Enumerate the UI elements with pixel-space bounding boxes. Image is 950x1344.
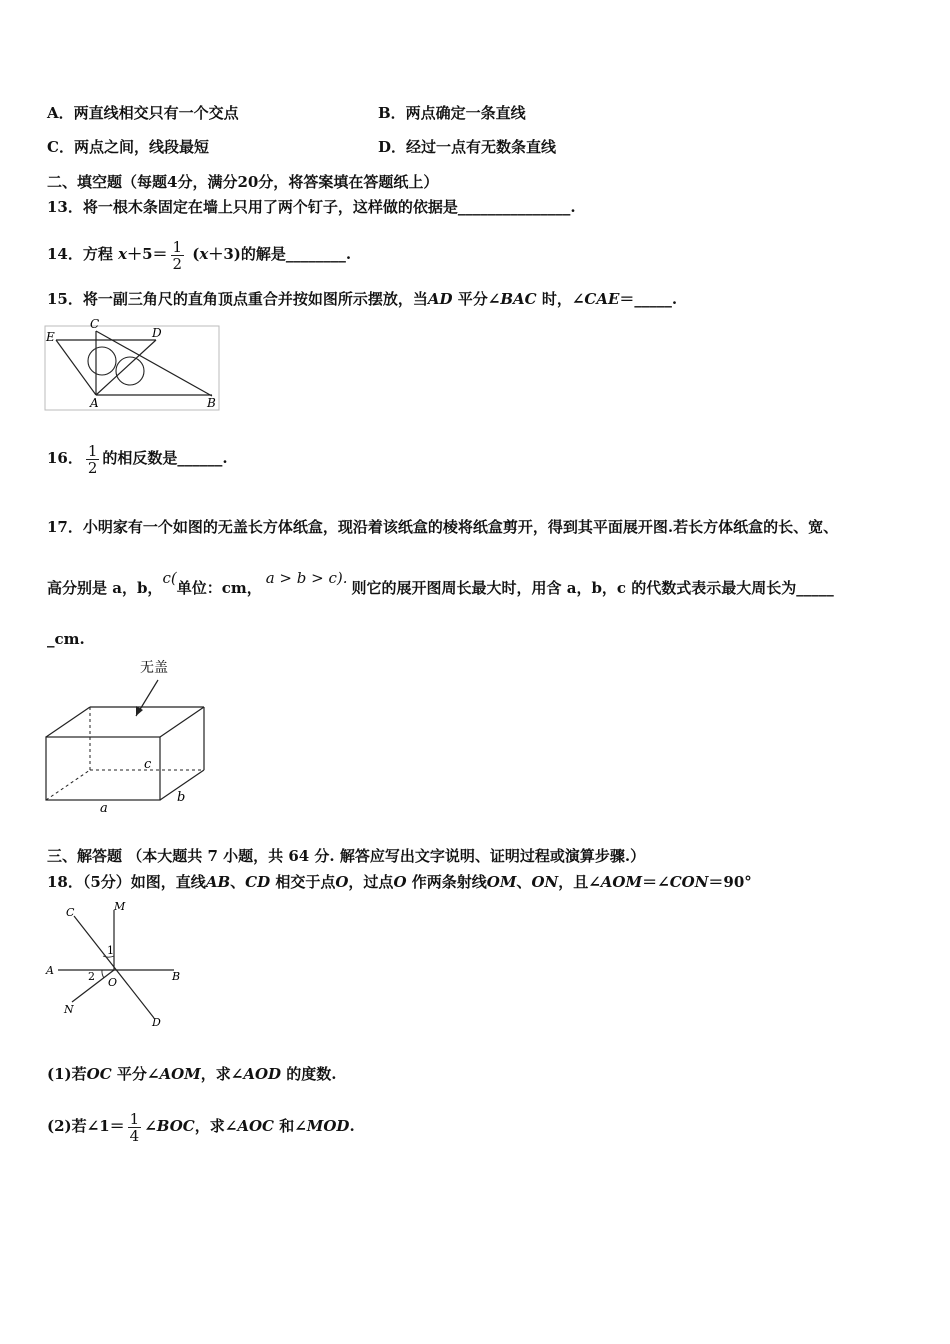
q18-p2-frac-den: 4 [129, 1126, 140, 1145]
q18-mid5: ＝∠ [642, 873, 670, 891]
question-17-line3: _cm. [47, 630, 85, 648]
q17-ask: 则它的展开图周长最大时，用含 a，b，c 的代数式表示最大周长为_____ [351, 579, 834, 597]
q18-mid1: 相交于点 [270, 873, 336, 891]
q18-sep2: 、 [516, 873, 532, 891]
q18-p2-frac-num: 1 [129, 1109, 140, 1128]
q17-label-a: a [100, 801, 108, 812]
q15-figure [44, 318, 222, 416]
q14-frac-num: 1 [172, 237, 183, 256]
q14-suffix: ＋3)的解是________. [208, 245, 352, 263]
q15-mid1: 平分∠ [452, 290, 501, 308]
q17-box-figure [44, 654, 214, 816]
question-16 [47, 440, 228, 476]
q14-paren: ( [187, 245, 200, 263]
q15-label-c: C [90, 318, 100, 331]
q18-p1-aod: AOD [243, 1065, 282, 1083]
q18-p1-mid2: ，求∠ [200, 1065, 244, 1083]
q14-var-x: x [118, 245, 128, 263]
option-b: B．两点确定一条直线 [378, 104, 526, 122]
q14-mid: ＋5＝ [127, 245, 168, 263]
q18-p2-prefix: (2)若∠1＝ [47, 1117, 125, 1135]
question-15 [47, 289, 677, 309]
q15-label-d: D [152, 326, 162, 340]
q18-label-2: 2 [88, 970, 95, 983]
q15-label-a: A [90, 396, 99, 410]
q18-mid4: ，且∠ [558, 873, 601, 891]
q18-label-m: M [114, 900, 126, 913]
q18-p1-mid: 平分∠ [111, 1065, 160, 1083]
q14-prefix: 14．方程 [47, 245, 119, 263]
q18-mid3: 作两条射线 [406, 873, 487, 891]
q18-mid2: ，过点 [348, 873, 394, 891]
q18-p2-mid2: 和∠ [273, 1117, 307, 1135]
section3-heading: 三、解答题 （本大题共 7 小题，共 64 分. 解答应写出文字说明、证明过程或演算步骤.） [47, 847, 646, 865]
section2-heading: 二、填空题（每题4分，满分20分，将答案填在答题纸上） [47, 173, 439, 191]
q18-con: CON [669, 873, 709, 891]
question-14 [47, 236, 351, 272]
q14-var-x2: x [199, 245, 209, 263]
q18-label-a: A [46, 964, 54, 977]
q18-ab: AB [205, 873, 231, 891]
q18-suffix: ＝90° [708, 873, 752, 891]
q18-sep1: 、 [230, 873, 246, 891]
question-18 [47, 872, 752, 892]
q17-label-c: c [144, 757, 152, 772]
q18-label-n: N [64, 1003, 74, 1016]
q18-cd: CD [245, 873, 271, 891]
q16-fraction [86, 443, 100, 476]
q18-p1-prefix: (1)若 [47, 1065, 87, 1083]
q18-label-d: D [152, 1016, 161, 1029]
q15-bac: BAC [500, 290, 537, 308]
q17-c-expr: c( [162, 569, 177, 587]
q18-part2 [47, 1108, 355, 1144]
q18-p2-mod: MOD [306, 1117, 350, 1135]
q16-frac-den: 2 [87, 458, 98, 477]
q17-label-b: b [177, 790, 186, 805]
question-17-line2 [47, 568, 834, 608]
q15-label-b: B [207, 396, 216, 410]
q18-label-c: C [66, 906, 75, 919]
q18-p2-boc: BOC [156, 1117, 195, 1135]
q18-label-1: 1 [107, 944, 114, 957]
q15-ad: AD [427, 290, 453, 308]
question-17-line1: 17．小明家有一个如图的无盖长方体纸盒，现沿着该纸盒的棱将纸盒剪开，得到其平面展开图.若长方体纸盒的长、宽、 [47, 518, 839, 536]
q18-p1-suffix: 的度数. [281, 1065, 337, 1083]
q18-om: OM [486, 873, 517, 891]
q16-frac-num: 1 [87, 441, 98, 460]
q18-label-b: B [172, 970, 181, 983]
q15-cae: CAE [584, 290, 620, 308]
q17-inequality: a > b > c). [265, 569, 348, 587]
option-a: A．两直线相交只有一个交点 [47, 104, 239, 122]
q18-p2-mid: ，求∠ [194, 1117, 238, 1135]
q18-o: O [335, 873, 349, 891]
q18-p1-oc: OC [86, 1065, 112, 1083]
q16-suffix: 的相反数是______. [102, 449, 228, 467]
q18-figure [44, 898, 194, 1034]
option-c: C．两点之间，线段最短 [47, 138, 209, 156]
q14-fraction [171, 239, 185, 272]
q15-prefix: 15．将一副三角尺的直角顶点重合并按如图所示摆放，当 [47, 290, 428, 308]
q17-lid-label: 无盖 [140, 660, 168, 676]
q18-p1-aom: AOM [159, 1065, 201, 1083]
q18-label-o: O [108, 976, 118, 989]
q15-label-e: E [46, 330, 55, 344]
q18-p2-aoc: AOC [237, 1117, 274, 1135]
q18-p2-angle: ∠ [144, 1117, 157, 1135]
q18-part1 [47, 1064, 337, 1084]
q15-mid2: 时，∠ [536, 290, 585, 308]
q15-suffix: ＝_____. [619, 290, 678, 308]
q16-prefix: 16． [47, 449, 83, 467]
q18-o2: O [393, 873, 407, 891]
q18-p2-fraction [128, 1111, 142, 1144]
question-13: 13．将一根木条固定在墙上只用了两个钉子，这样做的依据是_______________. [47, 198, 576, 216]
q17-dims: 高分别是 a，b， [47, 579, 163, 597]
q18-prefix: 18．（5分）如图，直线 [47, 873, 206, 891]
q18-aom: AOM [600, 873, 643, 891]
option-d: D．经过一点有无数条直线 [378, 138, 557, 156]
q18-p2-suffix: . [349, 1117, 355, 1135]
q14-frac-den: 2 [172, 254, 183, 273]
q17-unit: 单位：cm， [176, 579, 262, 597]
q18-on: ON [531, 873, 559, 891]
